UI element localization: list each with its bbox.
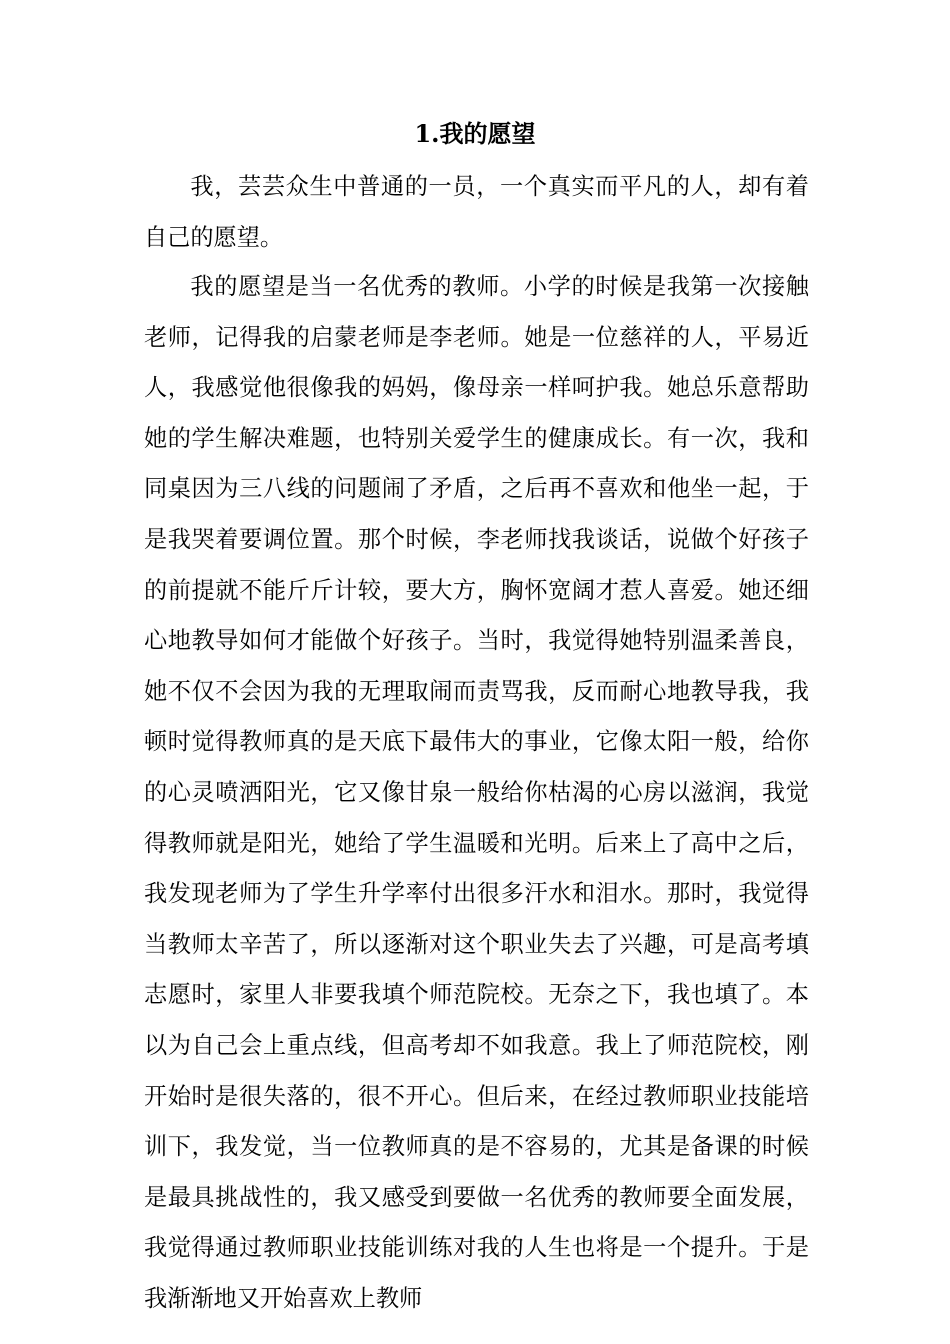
document-title: [0, 114, 950, 154]
paragraph-1: 我，芸芸众生中普通的一员，一个真实而平凡的人，却有着自己的愿望。: [144, 173, 809, 251]
title-number: 1.: [414, 119, 440, 148]
paragraph-2: 我的愿望是当一名优秀的教师。小学的时候是我第一次接触老师，记得我的启蒙老师是李老师。她是一位慈祥的人，平易近人，我感觉他很像我的妈妈，像母亲一样呵护我。她总乐意帮助她的学生解决难题，也特别关爱学生的健康成长。有一次，我和同桌因为三八线的问题闹了矛盾，之后再不喜欢和他坐一起，于是我哭着要调位置。那个时候，李老师找我谈话，说做个好孩子的前提就不能斤斤计较，要大方，胸怀宽阔才惹人喜爱。她还细心地教导如何才能做个好孩子。当时，我觉得她特别温柔善良，她不仅不会因为我的无理取闹而责骂我，反而耐心地教导我，我顿时觉得教师真的是天底下最伟大的事业，它像太阳一般，给你的心灵喷洒阳光，它又像甘泉一般给你枯渴的心房以滋润，我觉得教师就是阳光，她给了学生温暖和光明。后来上了高中之后，我发现老师为了学生升学率付出很多汗水和泪水。那时，我觉得当教师太辛苦了，所以逐渐对这个职业失去了兴趣，可是高考填志愿时，家里人非要我填个师范院校。无奈之下，我也填了。本以为自己会上重点线，但高考却不如我意。我上了师范院校，刚开始时是很失落的，很不开心。但后来，在经过教师职业技能培训下，我发觉，当一位教师真的是不容易的，尤其是备课的时候是最具挑战性的，我又感受到要做一名优秀的教师要全面发展，我觉得通过教师职业技能训练对我的人生也将是一个提升。于是我渐渐地又开始喜欢上教师: [144, 273, 809, 1312]
title-text: 我的愿望: [439, 119, 536, 148]
